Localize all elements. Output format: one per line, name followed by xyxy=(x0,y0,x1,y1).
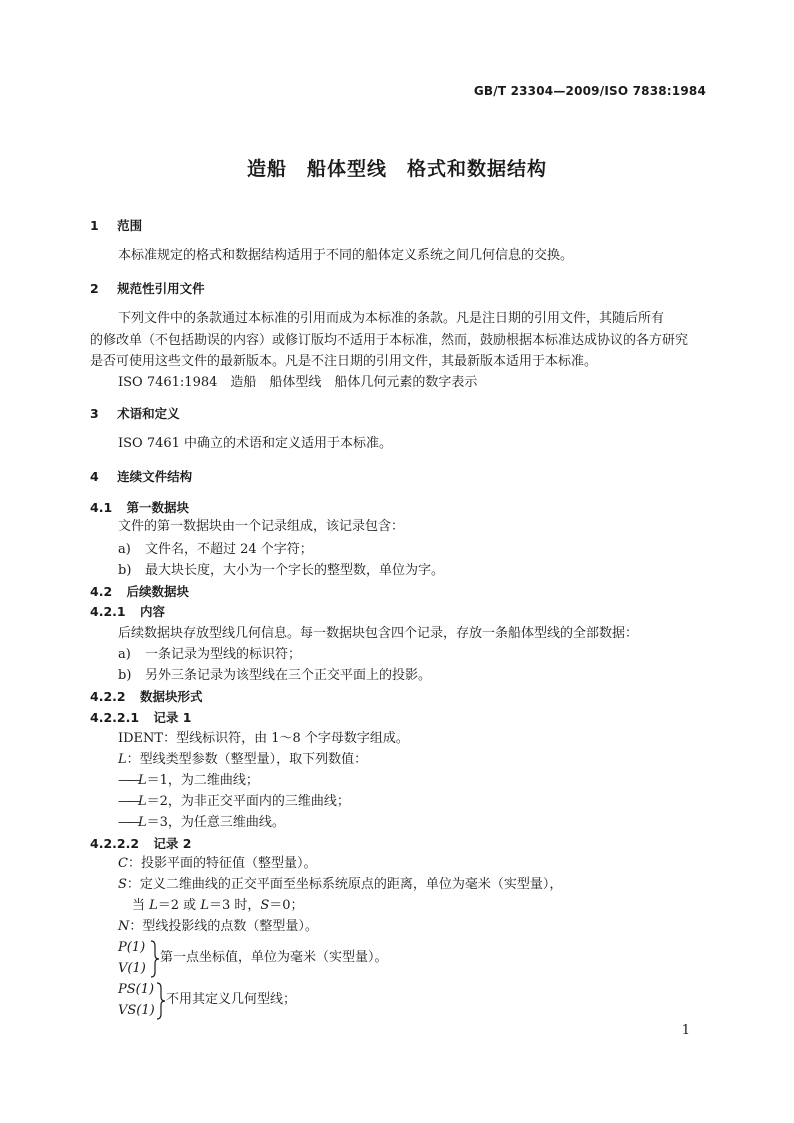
dash-marker: —— xyxy=(118,815,138,830)
ident-definition: IDENT：型线标识符，由 1～8 个字母数字组成。 xyxy=(118,731,409,746)
section-number: 4.2.2.2 xyxy=(90,836,140,851)
section-number: 4 xyxy=(90,469,99,484)
section-2-heading xyxy=(90,281,205,297)
section-title: 数据块形式 xyxy=(139,689,203,704)
section-title: 规范性引用文件 xyxy=(117,281,205,296)
list-item-label: a) xyxy=(118,542,131,557)
definition-text: ：型线投影线的点数（整型量）。 xyxy=(129,919,318,934)
normative-reference: ISO 7461:1984 造船 船体型线 船体几何元素的数字表示 xyxy=(118,375,478,390)
right-brace-icon xyxy=(156,982,166,1020)
condition-text: ＝2 或 xyxy=(157,898,201,913)
list-item-label: b) xyxy=(118,563,132,578)
right-brace-icon xyxy=(150,940,160,978)
section-title: 后续数据块 xyxy=(126,584,190,599)
subsection-4-2-2-2-heading xyxy=(90,836,191,852)
S-definition xyxy=(118,877,562,893)
section-number: 2 xyxy=(90,281,99,296)
section-1-paragraph: 本标准规定的格式和数据结构适用于不同的船体定义系统之间几何信息的交换。 xyxy=(118,248,574,263)
definition-text: ：定义二维曲线的正交平面至坐标系统原点的距离，单位为毫米（实型量）， xyxy=(126,877,563,892)
value-text: ＝2，为非正交平面内的三维曲线； xyxy=(146,794,350,809)
condition-text: ＝3 时， xyxy=(208,898,261,913)
definition-text: ：型线类型参数（整型量），取下列数值： xyxy=(126,752,368,767)
variable: VS(1) xyxy=(118,1003,155,1018)
section-title: 内容 xyxy=(139,604,165,619)
list-item-text: 另外三条记录为该型线在三个正交平面上的投影。 xyxy=(145,668,432,683)
subsection-4-2-1-paragraph: 后续数据块存放型线几何信息。每一数据块包含四个记录，存放一条船体型线的全部数据： xyxy=(118,626,639,641)
section-3-heading xyxy=(90,406,180,422)
variable: L xyxy=(118,752,127,767)
variable: N xyxy=(118,919,130,934)
section-title: 记录 1 xyxy=(153,710,192,725)
VS1-label xyxy=(118,1003,155,1019)
variable: C xyxy=(118,856,128,871)
section-number: 3 xyxy=(90,406,99,421)
subsection-4-2-1-heading xyxy=(90,604,165,620)
variable: L xyxy=(138,773,147,788)
subsection-4-1-heading xyxy=(90,500,189,516)
dash-marker: —— xyxy=(118,773,138,788)
document-title: 造船 船体型线 格式和数据结构 xyxy=(246,158,547,180)
section-3-paragraph: ISO 7461 中确立的术语和定义适用于本标准。 xyxy=(118,436,393,451)
L-definition xyxy=(118,752,367,768)
definition-text: ：投影平面的特征值（整型量）。 xyxy=(127,856,317,871)
V1-label xyxy=(118,961,146,977)
variable: L xyxy=(138,815,147,830)
section-title: 第一数据块 xyxy=(126,500,190,515)
condition-text: ＝0； xyxy=(269,898,304,913)
section-number: 4.1 xyxy=(90,500,113,515)
standard-number: GB/T 23304—2009/ISO 7838:1984 xyxy=(473,84,706,98)
variable: S xyxy=(260,898,270,913)
value-text: ＝3，为任意三维曲线。 xyxy=(146,815,285,830)
PSVS-description: 不用其定义几何型线； xyxy=(166,992,297,1007)
list-item-text: 一条记录为型线的标识符； xyxy=(145,647,302,662)
section-number: 4.2.2 xyxy=(90,689,126,704)
variable: L xyxy=(138,794,147,809)
subsection-4-2-heading xyxy=(90,584,189,600)
variable: L xyxy=(149,898,158,913)
subsection-4-2-2-heading xyxy=(90,689,202,705)
C-definition xyxy=(118,856,316,872)
PV-description: 第一点坐标值，单位为毫米（实型量）。 xyxy=(160,950,388,965)
list-item-text: 最大块长度，大小为一个字长的整型数，单位为字。 xyxy=(145,563,445,578)
section-2-paragraph-line-2: 的修改单（不包括勘误的内容）或修订版均不适用于本标准，然而，鼓励根据本标准达成协议的各方研究 xyxy=(90,333,689,348)
PS1-label xyxy=(118,982,154,998)
variable: P(1) xyxy=(118,940,146,955)
section-number: 4.2.2.1 xyxy=(90,710,140,725)
dash-marker: —— xyxy=(118,794,138,809)
section-2-paragraph-line-3: 是否可使用这些文件的最新版本。凡是不注日期的引用文件，其最新版本适用于本标准。 xyxy=(90,354,598,369)
section-number: 4.2.1 xyxy=(90,604,126,619)
N-definition xyxy=(118,919,318,935)
variable: V(1) xyxy=(118,961,146,976)
list-item-label: b) xyxy=(118,668,132,683)
section-number: 1 xyxy=(90,218,99,233)
section-2-paragraph-line-1: 下列文件中的条款通过本标准的引用而成为本标准的条款。凡是注日期的引用文件，其随后所有 xyxy=(118,311,665,326)
condition-text: 当 xyxy=(132,898,150,913)
L-value-3 xyxy=(118,815,285,831)
variable: S xyxy=(118,877,127,892)
value-text: ＝1，为二维曲线； xyxy=(146,773,259,788)
subsection-4-1-paragraph: 文件的第一数据块由一个记录组成，该记录包含： xyxy=(118,519,405,534)
section-number: 4.2 xyxy=(90,584,113,599)
subsection-4-2-2-1-heading xyxy=(90,710,191,726)
section-4-heading xyxy=(90,469,192,485)
page-number: 1 xyxy=(681,1023,690,1038)
variable: L xyxy=(200,898,209,913)
list-item-label: a) xyxy=(118,647,131,662)
section-title: 术语和定义 xyxy=(117,406,180,421)
list-item-text: 文件名，不超过 24 个字符； xyxy=(145,542,313,557)
L-value-1 xyxy=(118,773,259,789)
section-title: 连续文件结构 xyxy=(117,469,193,484)
variable: PS(1) xyxy=(118,982,155,997)
L-value-2 xyxy=(118,794,350,810)
S-condition xyxy=(132,898,304,914)
section-title: 范围 xyxy=(117,218,143,233)
P1-label xyxy=(118,940,145,956)
section-1-heading xyxy=(90,218,142,234)
section-title: 记录 2 xyxy=(153,836,192,851)
